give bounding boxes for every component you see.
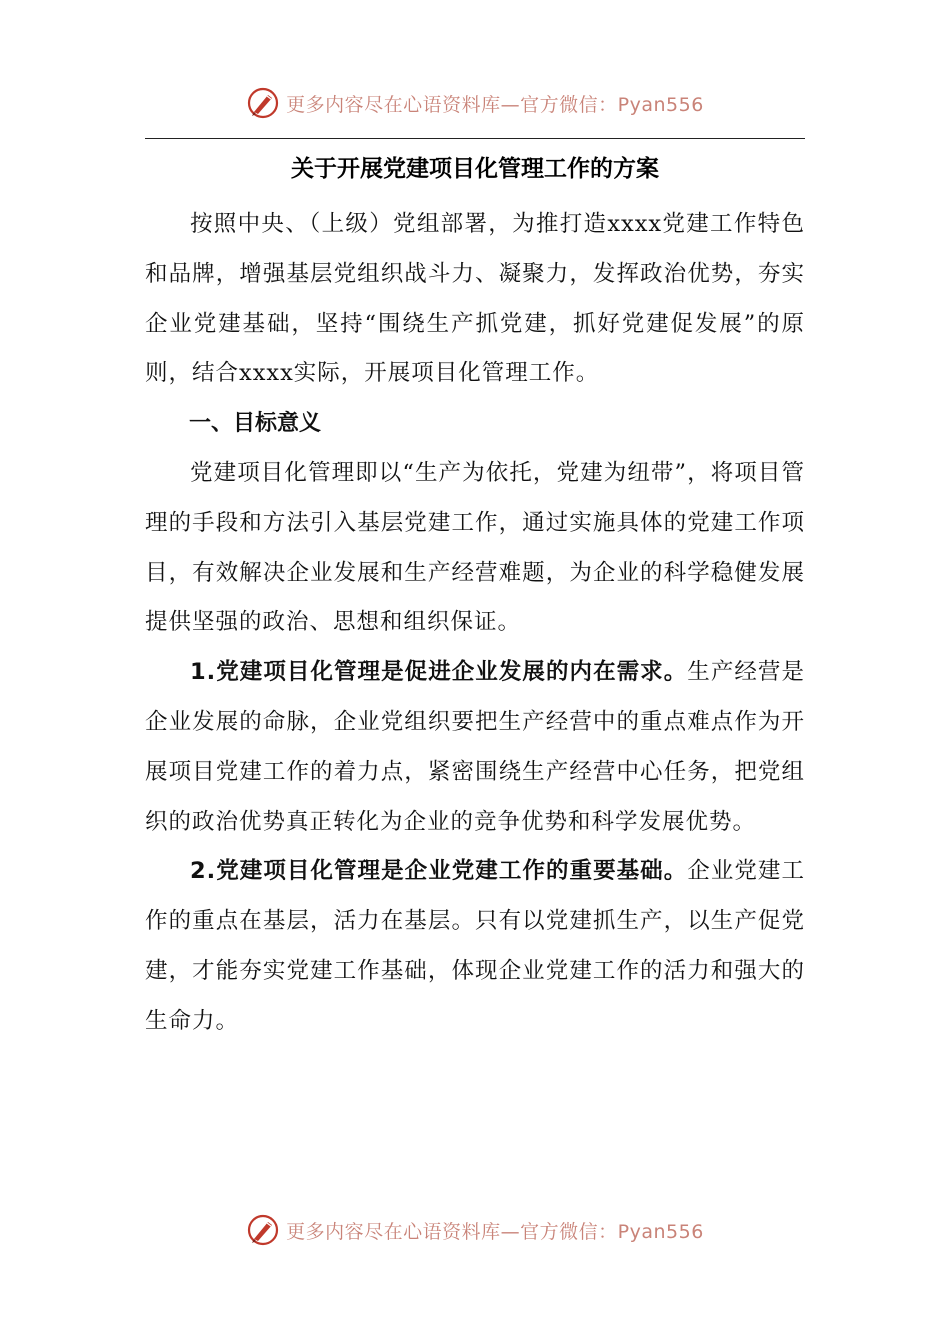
item-body: 企业党建工作的重点在基层，活力在基层。只有以党建抓生产，以生产促党建，才能夯实党建工作基础，体现企业党建工作的活力和强大的生命力。: [145, 858, 805, 1034]
pen-logo-icon: [246, 86, 280, 120]
pen-logo-icon: [246, 1213, 280, 1247]
watermark-text: 更多内容尽在心语资料库—官方微信：Pyan556: [286, 93, 704, 116]
document-title: 关于开展党建项目化管理工作的方案: [291, 156, 659, 182]
header-watermark-banner: [0, 83, 950, 123]
section-heading: 一、目标意义: [189, 411, 322, 437]
section-paragraph: 党建项目化管理即以“生产为依托，党建为纽带”，将项目管理的手段和方法引入基层党建工作，通过实施具体的党建工作项目，有效解决企业发展和生产经营难题，为企业的科学稳健发展提供坚强的政治、思想和组织保证。: [145, 459, 805, 636]
numbered-item-1: [145, 648, 805, 847]
item-lead: 2.党建项目化管理是企业党建工作的重要基础。: [190, 858, 688, 885]
watermark-text: 更多内容尽在心语资料库—官方微信：Pyan556: [286, 1220, 704, 1243]
footer-watermark-banner: [0, 1210, 950, 1250]
item-body: 生产经营是企业发展的命脉，企业党组织要把生产经营中的重点难点作为开展项目党建工作的着力点，紧密围绕生产经营中心任务，把党组织的政治优势真正转化为企业的竞争优势和科学发展优势。: [145, 659, 805, 835]
item-lead: 1.党建项目化管理是促进企业发展的内在需求。: [190, 659, 688, 686]
document-body: [145, 200, 805, 1047]
numbered-item-2: [145, 847, 805, 1046]
header-divider: [145, 138, 805, 139]
intro-paragraph: 按照中央、（上级）党组部署，为推打造xxxx党建工作特色和品牌，增强基层党组织战斗力、凝聚力，发挥政治优势，夯实企业党建基础，坚持“围绕生产抓党建，抓好党建促发展”的原则，结合xxxx实际，开展项目化管理工作。: [145, 211, 805, 387]
